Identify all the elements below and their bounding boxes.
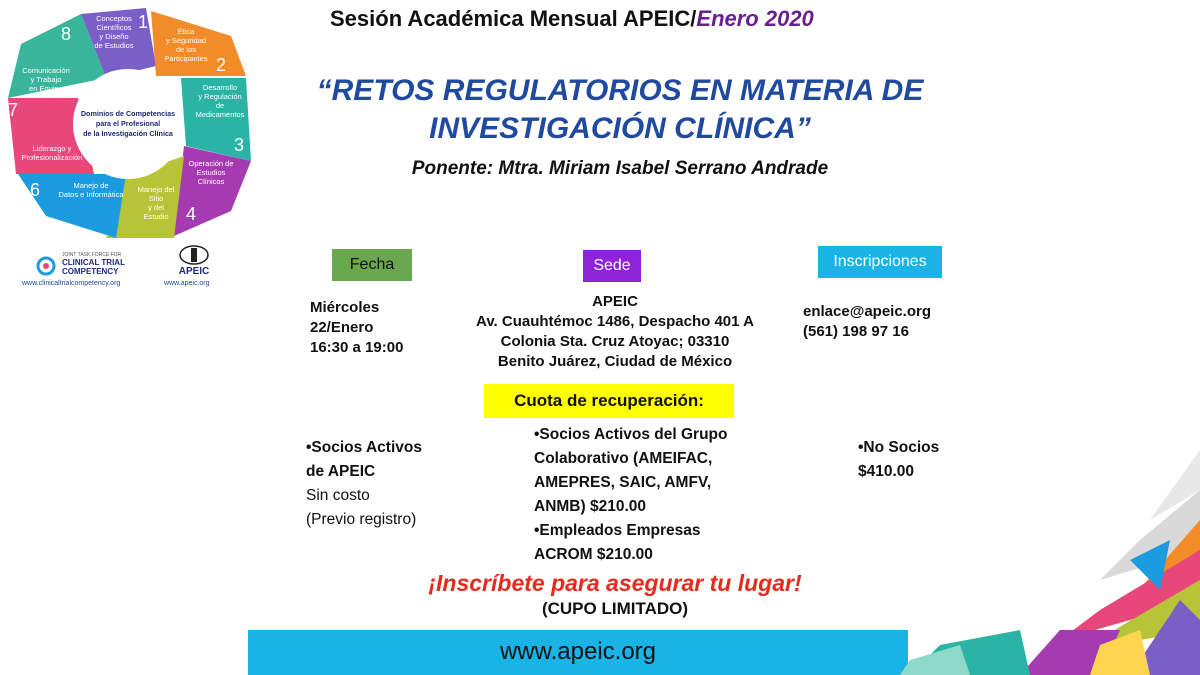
svg-text:8: 8 [61, 24, 72, 44]
event-title-line1: “RETOS REGULATORIOS EN MATERIA DE [316, 74, 924, 107]
svg-text:JOINT TASK FORCE FOR: JOINT TASK FORCE FOR [62, 252, 122, 258]
svg-text:y Seguridad: y Seguridad [165, 36, 207, 45]
speaker: Ponente: Mtra. Miriam Isabel Serrano Andrade [411, 158, 829, 179]
svg-text:Medicamentos: Medicamentos [195, 110, 245, 119]
price-socios-grupo-line2: Colaborativo (AMEIFAC, [534, 450, 713, 467]
svg-text:y Trabajo: y Trabajo [30, 75, 62, 84]
svg-text:1: 1 [138, 12, 149, 32]
svg-text:Ética: Ética [177, 27, 195, 36]
price-no-socios-line1: •No Socios [858, 439, 940, 456]
svg-text:Participantes: Participantes [164, 54, 208, 63]
svg-text:Conceptos: Conceptos [96, 14, 132, 23]
svg-text:CLINICAL TRIAL: CLINICAL TRIAL [62, 258, 125, 267]
price-empleados-line1: •Empleados Empresas [534, 522, 701, 539]
svg-text:Estudio: Estudio [143, 212, 169, 221]
fecha-day: Miércoles [310, 299, 380, 316]
svg-text:Sitio: Sitio [148, 194, 164, 203]
ctc-url: www.clinicaltrialcompetency.org [22, 280, 121, 287]
footer-url-link[interactable]: www.apeic.org [499, 638, 657, 665]
svg-text:Operación de: Operación de [188, 159, 234, 168]
wheel-segment-2 [151, 11, 246, 76]
svg-text:3: 3 [234, 135, 245, 155]
svg-text:Clínicos: Clínicos [197, 177, 225, 186]
price-no-socios-line2: $410.00 [858, 463, 915, 480]
title-date: Enero 2020 [696, 6, 814, 31]
svg-text:6: 6 [30, 180, 41, 200]
svg-text:APEIC: APEIC [178, 266, 210, 277]
apeic-logo [168, 244, 220, 282]
price-socios-grupo [534, 423, 774, 567]
sede-label: Sede [583, 250, 641, 282]
cupo-limitado-note: (CUPO LIMITADO) [541, 599, 689, 618]
inscripciones-phone: (561) 198 97 16 [803, 323, 909, 340]
svg-text:Manejo del: Manejo del [137, 185, 175, 194]
svg-text:4: 4 [186, 204, 197, 224]
wheel-segment-4 [174, 146, 251, 236]
svg-text:2: 2 [216, 55, 227, 75]
svg-text:Comunicación: Comunicación [22, 66, 70, 75]
inscripciones-label: Inscripciones [818, 246, 942, 278]
svg-text:Dominios de Competencias: Dominios de Competencias [80, 109, 176, 118]
sede-details [470, 292, 760, 372]
sede-name: APEIC [592, 293, 638, 310]
price-socios-grupo-line3: AMEPRES, SAIC, AMFV, [534, 474, 712, 491]
price-socios-apeic-line3: Sin costo [306, 487, 370, 504]
price-socios-grupo-line1: •Socios Activos del Grupo [534, 426, 728, 443]
fecha-details [310, 298, 450, 358]
svg-text:COMPETENCY: COMPETENCY [62, 267, 119, 276]
price-socios-apeic-line1: •Socios Activos [306, 439, 422, 456]
svg-text:Liderazgo y: Liderazgo y [32, 144, 72, 153]
fecha-date: 22/Enero [310, 319, 374, 336]
event-title-line2: INVESTIGACIÓN CLÍNICA” [429, 112, 811, 145]
inscripciones-email[interactable]: enlace@apeic.org [803, 303, 932, 320]
event-title [300, 72, 940, 148]
svg-text:y del: y del [148, 203, 164, 212]
wheel-segment-6 [18, 174, 126, 238]
apeic-url: www.apeic.org [164, 280, 210, 287]
svg-text:de Estudios: de Estudios [94, 41, 134, 50]
price-socios-apeic-line2: de APEIC [306, 463, 376, 480]
wheel-center [73, 69, 183, 179]
sede-address-2: Colonia Sta. Cruz Atoyac; 03310 [500, 333, 730, 350]
svg-text:y Regulación: y Regulación [198, 92, 242, 101]
svg-text:7: 7 [8, 100, 19, 120]
price-socios-apeic-line4: (Previo registro) [306, 511, 417, 528]
svg-text:Profesionalización: Profesionalización [21, 153, 83, 162]
sede-address-1: Av. Cuauhtémoc 1486, Despacho 401 A [476, 313, 754, 330]
svg-text:y Diseño: y Diseño [99, 32, 129, 41]
fecha-time: 16:30 a 19:00 [310, 339, 404, 356]
page-title [330, 6, 930, 32]
cuota-title: Cuota de recuperación: [484, 384, 734, 418]
svg-text:de la Investigación Clínica: de la Investigación Clínica [83, 129, 173, 138]
svg-text:en Equipo: en Equipo [29, 84, 63, 93]
decorative-stripes [900, 430, 1200, 675]
svg-text:Estudios: Estudios [196, 168, 226, 177]
fecha-label: Fecha [332, 249, 412, 281]
sede-address-3: Benito Juárez, Ciudad de México [497, 353, 733, 370]
price-socios-apeic [306, 436, 486, 532]
svg-text:de los: de los [175, 45, 197, 54]
svg-text:Desarrollo: Desarrollo [202, 83, 238, 92]
svg-text:Datos e Informática: Datos e Informática [58, 190, 124, 199]
svg-text:Manejo de: Manejo de [73, 181, 109, 190]
inscripciones-details [803, 302, 1003, 342]
svg-text:de: de [215, 101, 225, 110]
price-empleados-line2: ACROM $210.00 [534, 546, 653, 563]
svg-text:Científicos: Científicos [96, 23, 132, 32]
svg-text:para el Profesional: para el Profesional [95, 119, 161, 128]
title-main: Sesión Académica Mensual APEIC/ [330, 6, 697, 31]
competency-wheel-graphic [6, 6, 256, 246]
call-to-action: ¡Inscríbete para asegurar tu lugar! [428, 570, 802, 596]
price-socios-grupo-line4: ANMB) $210.00 [534, 498, 646, 515]
